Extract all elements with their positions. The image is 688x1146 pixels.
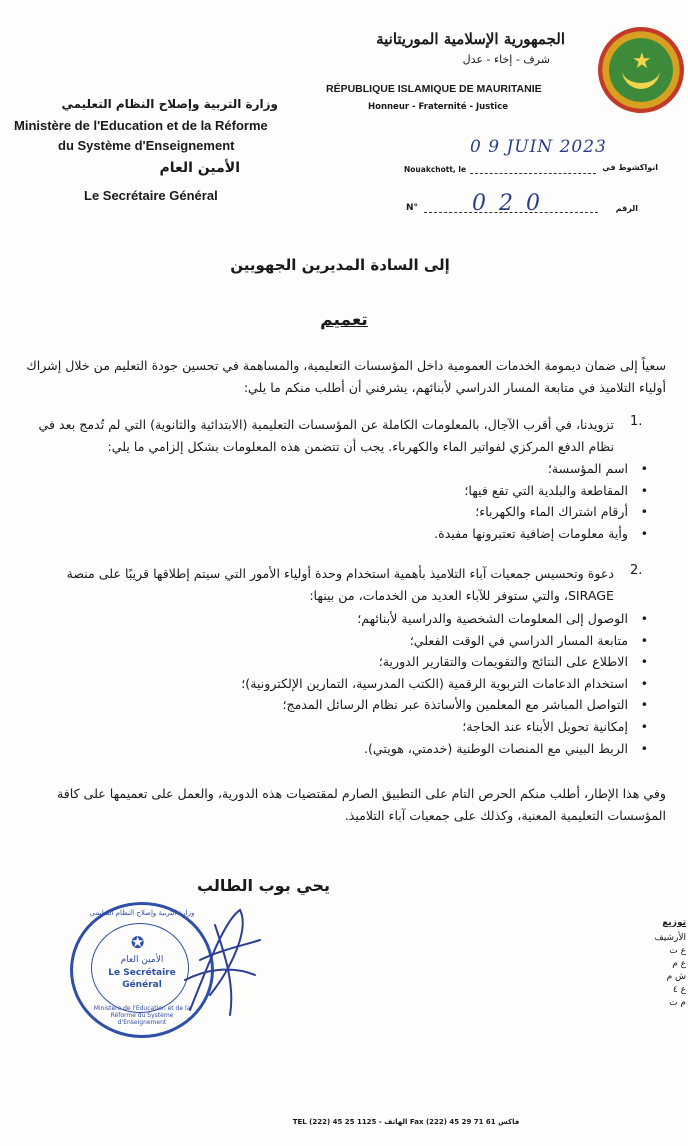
document-title: تعميم bbox=[320, 310, 368, 330]
coat-of-arms-icon bbox=[598, 27, 684, 113]
motto-fr: Honneur - Fraternité - Justice bbox=[368, 102, 509, 112]
distribution-title: توزيع bbox=[662, 918, 686, 928]
list-item: الاطلاع على النتائج والتقويمات والتقارير الدورية؛ • bbox=[100, 651, 628, 673]
distribution-item: ش م bbox=[666, 972, 686, 982]
list-item: المقاطعة والبلدية التي تقع فيها؛ • bbox=[150, 480, 628, 502]
item-1-text: تزويدنا، في أقرب الآجال، بالمعلومات الكاملة عن المؤسسات التعليمية (الابتدائية والثانوية) التي لم تُدمج بعد في نظام الدفع المركزي لفواتير الماء والكهرباء. يجب أن تتضمن هذه المعلومات بشكل إلزامي ما يلي: bbox=[38, 417, 614, 454]
list-item: الوصول إلى المعلومات الشخصية والدراسية لأبنائهم؛ • bbox=[100, 608, 628, 630]
closing-paragraph: وفي هذا الإطار، أطلب منكم الحرص التام على التطبيق الصارم لمقتضيات هذه الدورية، والعمل على تعميمها على كافة المؤسسات التعليمية المعنية، وكذلك على جمعيات آباء التلاميذ. bbox=[56, 786, 666, 823]
list-item: متابعة المسار الدراسي في الوقت الفعلي؛ • bbox=[100, 630, 628, 652]
list-item: التواصل المباشر مع المعلمين والأساتذة عبر نظام الرسائل المدمج؛ • bbox=[100, 694, 628, 716]
signatory-name: يحي بوب الطالب bbox=[196, 876, 330, 895]
list-item: وأية معلومات إضافية تعتبرونها مفيدة. • bbox=[150, 523, 628, 545]
republic-name-ar: الجمهورية الإسلامية الموريتانية bbox=[376, 30, 565, 48]
ministry-name-fr-line1: Ministère de l'Education et de la Réforme bbox=[14, 118, 268, 133]
secretary-general-ar: الأمين العام bbox=[159, 160, 240, 176]
signature bbox=[170, 900, 270, 1020]
crescent-icon bbox=[622, 63, 660, 89]
distribution-item: م ت bbox=[669, 998, 686, 1008]
republic-name-fr: RÉPUBLIQUE ISLAMIQUE DE MAURITANIE bbox=[326, 83, 542, 95]
list-item: استخدام الدعامات التربوية الرقمية (الكتب المدرسية، التمارين الإلكترونية)؛ • bbox=[100, 673, 628, 695]
emblem-icon: ✪ bbox=[131, 933, 145, 952]
ministry-name-ar: وزارة التربية وإصلاح النظام التعليمي bbox=[61, 97, 278, 111]
distribution-list bbox=[640, 932, 686, 1010]
stamp-ring-text: وزارة التربية وإصلاح النظام التعليمي bbox=[89, 909, 195, 917]
date-label-fr: Nouakchott, le bbox=[404, 165, 467, 174]
intro-paragraph: سعياً إلى ضمان ديمومة الخدمات العمومية داخل المؤسسات التعليمية، والمساهمة في تحسين جودة التعليم من خلال إشراك أولياء التلاميذ في متابعة المسار الدراسي لأبنائهم، يشرفني أن أطلب منكم ما يلي: bbox=[26, 358, 666, 395]
list-item: اسم المؤسسة؛ • bbox=[150, 458, 628, 480]
number-label-fr: N° bbox=[406, 203, 419, 213]
item-2-bullets bbox=[100, 608, 628, 759]
list-item: الربط البيني مع المنصات الوطنية (خدمتي، هويتي). • bbox=[100, 738, 628, 760]
stamp-title-fr-2: Général bbox=[122, 980, 162, 990]
addressee: إلى السادة المديرين الجهويين bbox=[230, 256, 450, 274]
stamp-title-fr-1: Le Secrétaire bbox=[108, 968, 176, 978]
distribution-item: ع ٤ bbox=[672, 985, 686, 995]
star-icon: ★ bbox=[632, 49, 652, 74]
distribution-item: ع م bbox=[672, 959, 686, 969]
item-1-number: 1. bbox=[630, 414, 643, 429]
distribution-item: ع ت bbox=[669, 946, 686, 956]
date-line bbox=[470, 173, 596, 174]
list-item: أرقام اشتراك الماء والكهرباء؛ • bbox=[150, 501, 628, 523]
item-2-text: دعوة وتحسيس جمعيات آباء التلاميذ بأهمية استخدام وحدة أولياء الأمور التي سيتم إطلاقها قريبًا على منصة SIRAGE، والتي ستوفر للآباء العديد من الخدمات، من بينها: bbox=[66, 566, 614, 603]
date-value: 0 9 JUIN 2023 bbox=[470, 137, 607, 157]
item-2-number: 2. bbox=[630, 563, 643, 578]
stamp-ring-fr: Ministère de l'Education et de la Réforme du Système d'Enseignement bbox=[93, 1005, 191, 1026]
ministry-name-fr-line2: du Système d'Enseignement bbox=[58, 138, 235, 153]
number-label-ar: الرقم bbox=[615, 204, 638, 213]
secretary-general-fr: Le Secrétaire Général bbox=[84, 188, 218, 203]
stamp-title-ar: الأمين العام bbox=[120, 955, 164, 965]
number-value: 0 2 0 bbox=[472, 191, 543, 216]
distribution-item: الأرشيف bbox=[654, 933, 686, 943]
item-1-bullets bbox=[150, 458, 628, 544]
list-item: إمكانية تحويل الأبناء عند الحاجة؛ • bbox=[100, 716, 628, 738]
footer-contact: TEL (222) 45 25 1125 - الهاتف Fax (222) 45 29 71 61 فاكس bbox=[292, 1118, 520, 1126]
motto-ar: شرف - إخاء - عدل bbox=[462, 53, 550, 66]
date-label-ar: انواكشوط في bbox=[602, 163, 658, 172]
